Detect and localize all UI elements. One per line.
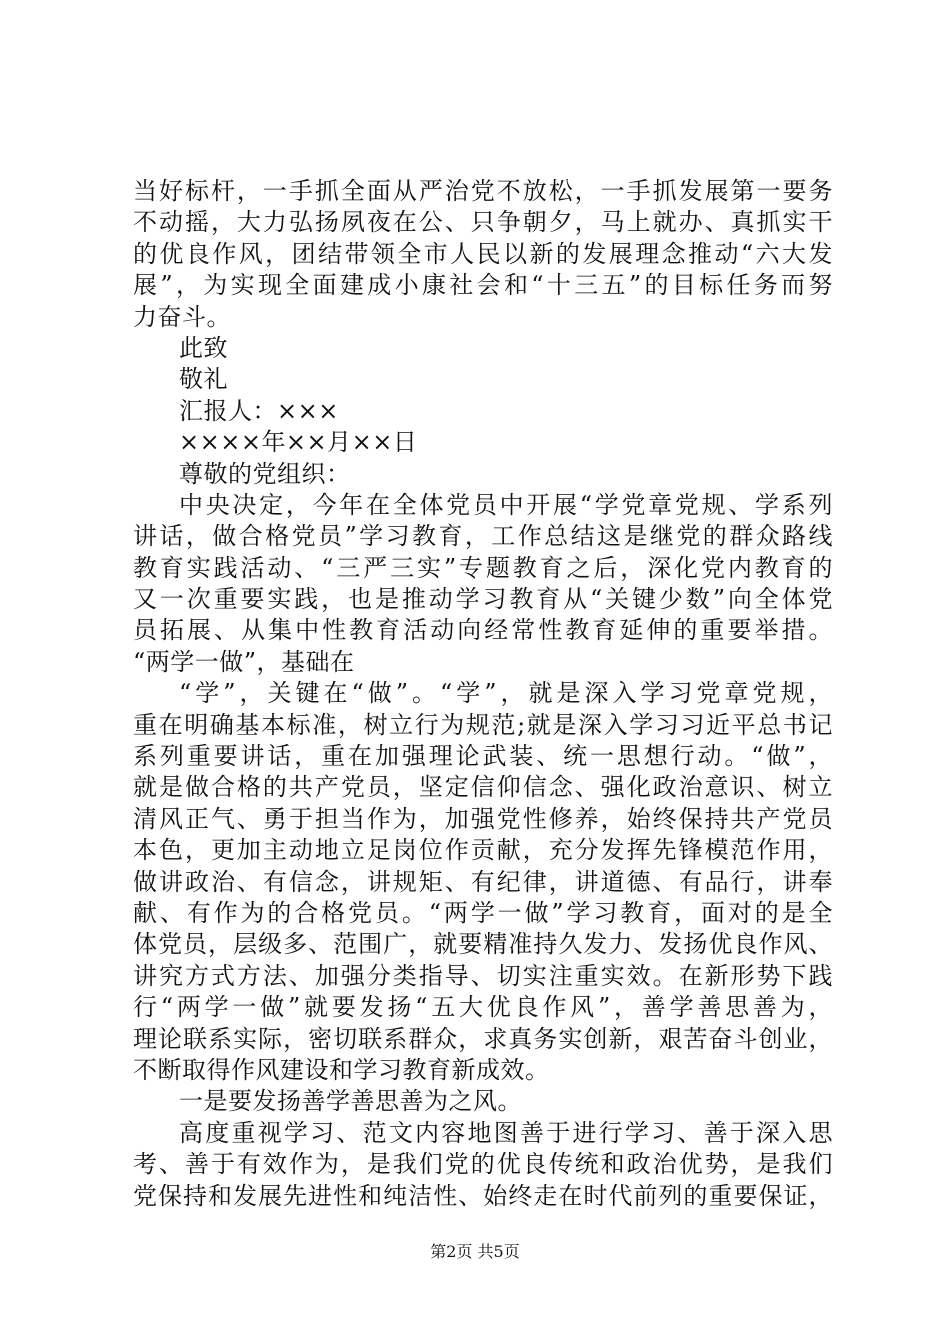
text-line: 做讲政治、有信念，讲规矩、有纪律，讲道德、有品行，讲奉 [133, 867, 833, 896]
text-line: 员拓展、从集中性教育活动向经常性教育延伸的重要举措。 [133, 616, 833, 645]
date-line: ××××年××月××日 [179, 428, 418, 457]
text-line: 本色，更加主动地立足岗位作贡献，充分发挥先锋模范作用， [133, 836, 833, 865]
text-line: 中央决定，今年在全体党员中开展“学党章党规、学系列 [179, 490, 833, 519]
text-line: 当好标杆，一手抓全面从严治党不放松，一手抓发展第一要务 [133, 177, 833, 205]
text-line: 的优良作风，团结带领全市人民以新的发展理念推动“六大发 [133, 239, 833, 268]
text-line: 行“两学一做”就要发扬“五大优良作风”，善学善思善为， [133, 993, 833, 1022]
greeting-line: 尊敬的党组织： [179, 459, 351, 488]
text-line: 又一次重要实践，也是推动学习教育从“关键少数”向全体党 [133, 585, 833, 614]
text-line: 献、有作为的合格党员。“两学一做”学习教育，面对的是全 [133, 898, 833, 927]
text-line: 系列重要讲话，重在加强理论武装、统一思想行动。“做”， [133, 742, 833, 771]
closing-regards: 敬礼 [179, 365, 228, 394]
text-line: 就是做合格的共产党员，坚定信仰信念、强化政治意识、树立 [133, 773, 833, 802]
text-line: 不断取得作风建设和学习教育新成效。 [133, 1055, 550, 1084]
text-line: 理论联系实际，密切联系群众，求真务实创新，艰苦奋斗创业， [133, 1024, 833, 1053]
text-line: 不动摇，大力弘扬夙夜在公、只争朝夕，马上就办、真抓实干 [133, 208, 833, 237]
text-line: 清风正气、勇于担当作为，加强党性修养，始终保持共产党员 [133, 804, 833, 833]
text-line: 讲究方式方法、加强分类指导、切实注重实效。在新形势下践 [133, 961, 833, 990]
text-line: “两学一做”，基础在 [133, 647, 355, 676]
page-number-footer: 第2页 共5页 [430, 1242, 520, 1261]
text-line: 党保持和发展先进性和纯洁性、始终走在时代前列的重要保证， [133, 1181, 833, 1210]
text-line: 重在明确基本标准，树立行为规范;就是深入学习习近平总书记 [133, 710, 833, 739]
text-line: 考、善于有效作为，是我们党的优良传统和政治优势，是我们 [133, 1150, 833, 1179]
text-line: 高度重视学习、范文内容地图善于进行学习、善于深入思 [179, 1118, 833, 1147]
reporter-line: 汇报人：××× [179, 396, 339, 425]
text-line: 教育实践活动、“三严三实”专题教育之后，深化党内教育的 [133, 553, 833, 582]
closing-salutation: 此致 [179, 333, 228, 362]
text-line: “学”，关键在“做”。“学”，就是深入学习党章党规， [179, 679, 833, 708]
document-body [133, 176, 833, 1212]
text-line: 展”，为实现全面建成小康社会和“十三五”的目标任务而努 [133, 271, 833, 300]
text-line: 体党员，层级多、范围广，就要精准持久发力、发扬优良作风、 [133, 930, 833, 959]
section-heading: 一是要发扬善学善思善为之风。 [179, 1087, 522, 1116]
text-line: 力奋斗。 [133, 302, 231, 331]
text-line: 讲话，做合格党员”学习教育，工作总结这是继党的群众路线 [133, 522, 833, 551]
